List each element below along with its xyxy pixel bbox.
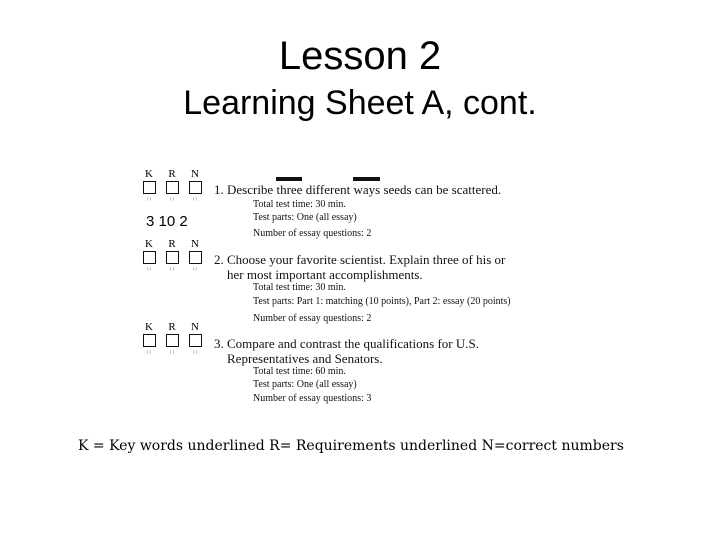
question-text: [214, 183, 501, 197]
n-checkbox: [189, 181, 202, 194]
k-header: K: [145, 238, 153, 250]
question-number: 3.: [214, 336, 224, 351]
question-line: her most important accomplishments.: [227, 267, 423, 282]
question-number: 2.: [214, 252, 224, 267]
k-mark: ( ): [147, 349, 151, 354]
r-checkbox: [166, 181, 179, 194]
question-1: [214, 183, 534, 243]
question-text: [214, 253, 505, 267]
r-header: R: [168, 238, 176, 250]
essay-count-info: Number of essay questions: 3: [253, 393, 372, 404]
slide-subtitle: Learning Sheet A, cont.: [183, 84, 537, 122]
n-mark: ( ): [193, 266, 197, 271]
n-header: N: [191, 321, 199, 333]
n-checkbox: [189, 251, 202, 264]
test-time-info: Total test time: 30 min.: [253, 282, 346, 293]
question-2: [214, 253, 544, 328]
k-checkbox: [143, 251, 156, 264]
test-parts-info: Test parts: Part 1: matching (10 points), Part 2: essay (20 points): [253, 296, 511, 307]
k-checkbox: [143, 181, 156, 194]
n-mark: ( ): [193, 196, 197, 201]
question-line: Compare and contrast the qualifications for U.S.: [227, 336, 479, 351]
test-parts-info: Test parts: One (all essay): [253, 212, 357, 223]
r-checkbox: [166, 334, 179, 347]
k-header: K: [145, 321, 153, 333]
n-checkbox: [189, 334, 202, 347]
slide-title: Lesson 2: [278, 34, 442, 78]
test-time-info: Total test time: 60 min.: [253, 366, 346, 377]
question-line: Describe three different ways seeds can be scattered.: [227, 182, 502, 197]
underlined-key-word: three: [276, 182, 303, 197]
question-line: Choose your favorite scientist. Explain three of his or: [227, 252, 506, 267]
k-mark: ( ): [147, 196, 151, 201]
n-header: N: [191, 168, 199, 180]
krn-checkbox-group-1: [141, 168, 211, 204]
r-checkbox: [166, 251, 179, 264]
k-mark: ( ): [147, 266, 151, 271]
n-header: N: [191, 238, 199, 250]
r-header: R: [168, 168, 176, 180]
r-mark: ( ): [170, 349, 174, 354]
krn-checkbox-group-3: [141, 321, 211, 357]
r-mark: ( ): [170, 266, 174, 271]
test-time-info: Total test time: 30 min.: [253, 199, 346, 210]
question-3: [214, 337, 514, 409]
k-checkbox: [143, 334, 156, 347]
question-line: Representatives and Senators.: [227, 351, 383, 366]
question-text: [214, 337, 479, 351]
k-header: K: [145, 168, 153, 180]
scoring-legend: K = Key words underlined R= Requirements underlined N=correct numbers: [78, 438, 624, 454]
essay-count-info: Number of essay questions: 2: [253, 313, 372, 324]
question-number: 1.: [214, 182, 224, 197]
underlined-key-word: ways: [353, 182, 381, 197]
student-answer: 3 10 2: [146, 213, 188, 230]
essay-count-info: Number of essay questions: 2: [253, 228, 372, 239]
n-mark: ( ): [193, 349, 197, 354]
r-header: R: [168, 321, 176, 333]
r-mark: ( ): [170, 196, 174, 201]
test-parts-info: Test parts: One (all essay): [253, 379, 357, 390]
krn-checkbox-group-2: [141, 238, 211, 274]
